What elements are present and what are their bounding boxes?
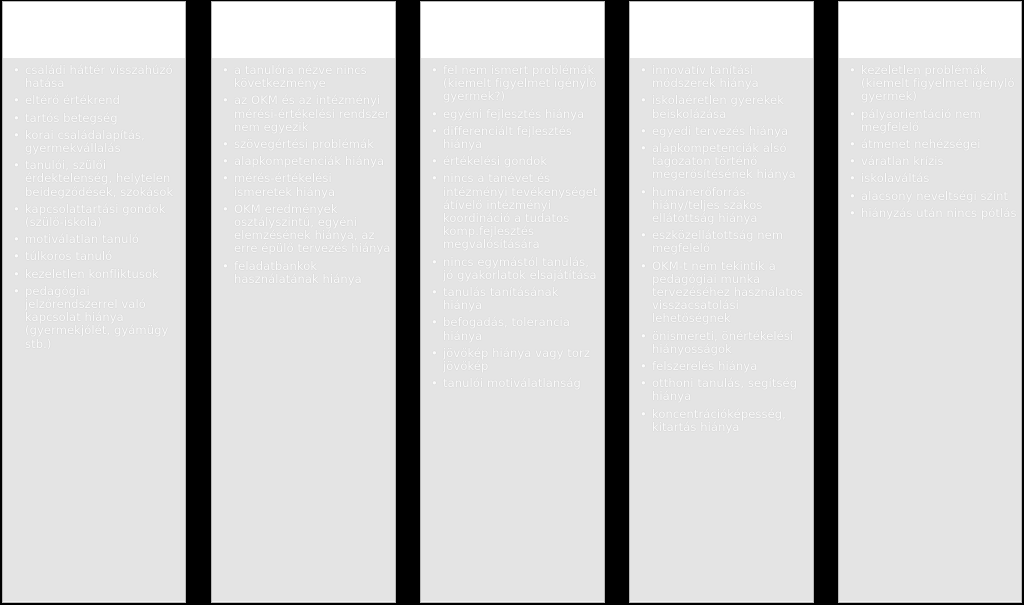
- list-item: • mérés-értékelési ismeretek hiánya: [212, 172, 391, 198]
- list-item: • tartós betegség: [3, 112, 181, 125]
- column-4-body: [630, 58, 813, 601]
- list-item: • otthoni tanulás, segítség hiánya: [630, 377, 809, 403]
- list-item: • eszközellátottság nem megfelelő: [630, 229, 809, 255]
- list-item: • egyedi tervezés hiánya: [630, 125, 809, 138]
- column-5-header: [839, 2, 1021, 58]
- list-item: • önismereti, önértékelési hiányosságok: [630, 330, 809, 356]
- list-item: • értékelési gondok: [421, 155, 600, 168]
- list-item: • innovatív tanítási módszerek hiánya: [630, 64, 809, 90]
- column-1-header: [3, 2, 185, 58]
- column-3-header: [421, 2, 604, 58]
- list-item: • tanulói motiválatlanság: [421, 377, 600, 390]
- list-item: • kapcsolattartási gondok (szülő-iskola): [3, 203, 181, 229]
- list-item: • egyéni fejlesztés hiánya: [421, 108, 600, 121]
- column-3-body: [421, 58, 604, 601]
- list-item: • nincs egymástól tanulás, jó gyakorlatok elsajátítása: [421, 256, 600, 282]
- column-1-list: [3, 58, 185, 351]
- column-1: [2, 1, 186, 603]
- list-item: • iskolaváltás: [839, 172, 1017, 185]
- list-item: • az OKM és az intézményi mérési-értékelési rendszer nem egyezik: [212, 94, 391, 134]
- column-2: [211, 1, 396, 603]
- list-item: • OKM eredmények osztályszintű, egyéni elemzésének hiánya, az erre épülő tervezés hiánya: [212, 203, 391, 256]
- list-item: • pedagógiai jelzőrendszerrel való kapcsolat hiánya (gyermekjólét, gyámügy stb.): [3, 285, 181, 351]
- list-item: • felszerelés hiánya: [630, 360, 809, 373]
- list-item: • kezeletlen konfliktusok: [3, 268, 181, 281]
- list-item: • koncentrációképesség, kitartás hiánya: [630, 408, 809, 434]
- list-item: • humánerőforrás-hiány/teljes szakos ellátottság hiánya: [630, 186, 809, 226]
- list-item: • túlkoros tanuló: [3, 250, 181, 263]
- list-item: • alapkompetenciák alsó tagozaton történő megerősítésének hiánya: [630, 142, 809, 182]
- list-item: • alacsony neveltségi szint: [839, 190, 1017, 203]
- list-item: • váratlan krízis: [839, 155, 1017, 168]
- column-5-list: [839, 58, 1021, 220]
- list-item: • jövőkép hiánya vagy torz jövőkép: [421, 347, 600, 373]
- column-4-list: [630, 58, 813, 434]
- column-3-list: [421, 58, 604, 390]
- column-4: [629, 1, 814, 603]
- list-item: • hiányzás után nincs pótlás: [839, 207, 1017, 220]
- column-2-list: [212, 58, 395, 286]
- list-item: • befogadás, tolerancia hiánya: [421, 316, 600, 342]
- list-item: • tanulás tanításának hiánya: [421, 286, 600, 312]
- list-item: • motiválatlan tanuló: [3, 233, 181, 246]
- column-2-header: [212, 2, 395, 58]
- list-item: • szövegértési problémák: [212, 138, 391, 151]
- list-item: • differenciált fejlesztés hiánya: [421, 125, 600, 151]
- column-1-body: [3, 58, 185, 601]
- column-2-body: [212, 58, 395, 601]
- list-item: • fel nem ismert problémák (kiemelt figyelmet igénylő gyermek?): [421, 64, 600, 104]
- column-5: [838, 1, 1022, 603]
- list-item: • nincs a tanévet és intézményi tevékenységet átívelő intézményi koordináció a tudatos komp.fejlesztés megvalósítására: [421, 172, 600, 251]
- column-4-header: [630, 2, 813, 58]
- list-item: • iskolaéretlen gyerekek beiskolázása: [630, 94, 809, 120]
- column-5-body: [839, 58, 1021, 601]
- list-item: • a tanulóra nézve nincs következménye: [212, 64, 391, 90]
- list-item: • OKM-t nem tekintik a pedagógiai munka tervezéséhez használatos visszacsatolási lehetőségnek: [630, 260, 809, 326]
- list-item: • feladatbankok használatának hiánya: [212, 260, 391, 286]
- column-3: [420, 1, 605, 603]
- list-item: • tanulói, szülői érdektelenség, helytelen beidegződések, szokások: [3, 159, 181, 199]
- list-item: • kezeletlen problémák (kiemelt figyelmet igénylő gyermek): [839, 64, 1017, 104]
- list-item: • átmenet nehézségei: [839, 138, 1017, 151]
- list-item: • alapkompetenciák hiánya: [212, 155, 391, 168]
- list-item: • korai családalapítás, gyermekvállalás: [3, 129, 181, 155]
- list-item: • pályaorientáció nem megfelelő: [839, 108, 1017, 134]
- list-item: • családi háttér visszahúzó hatása: [3, 64, 181, 90]
- list-item: • eltérő értékrend: [3, 94, 181, 107]
